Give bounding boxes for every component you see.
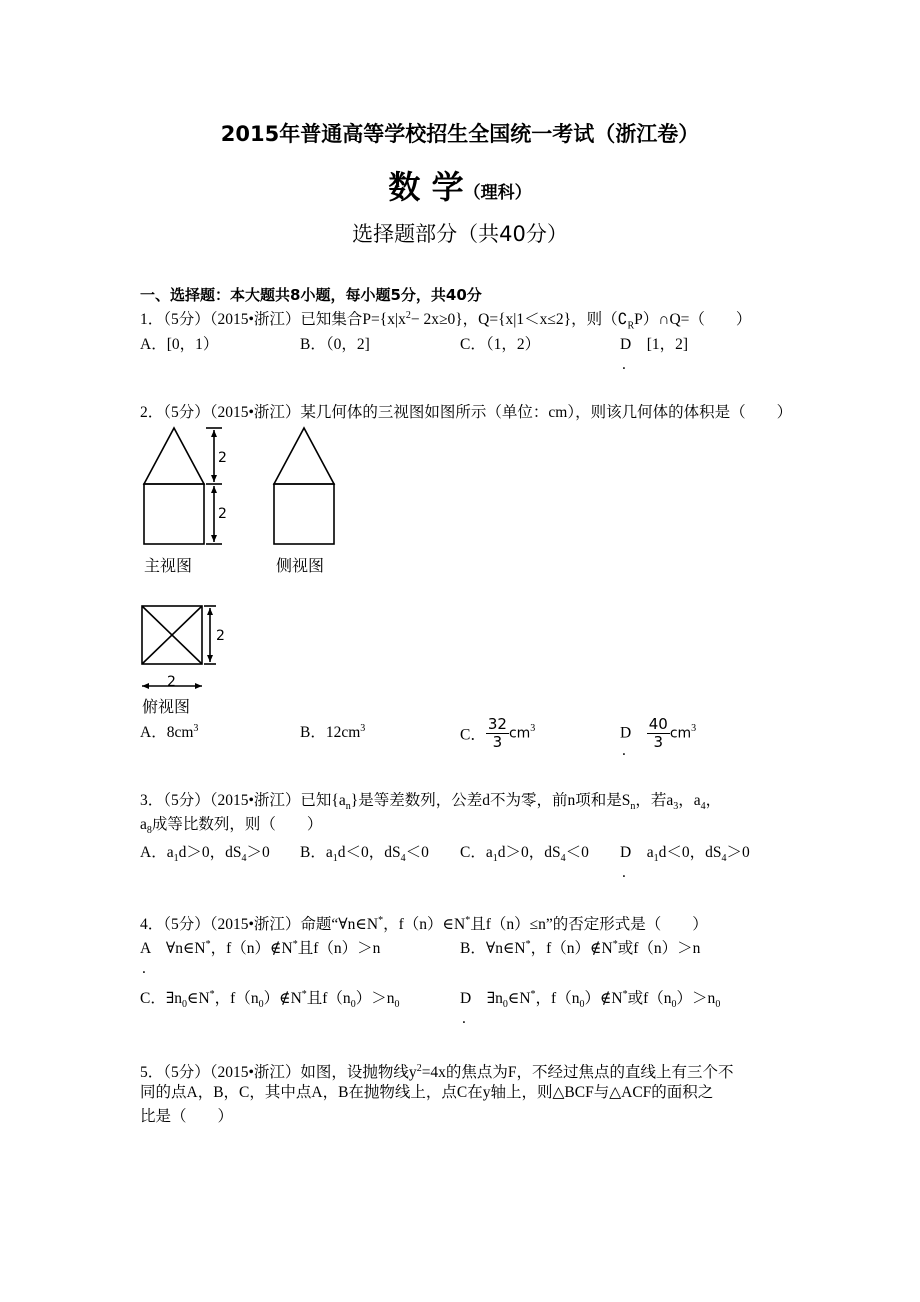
section-title: 选择题部分（共40分）: [352, 222, 568, 246]
front-view-square: [144, 484, 204, 544]
q2-option-a: A．$8cm^3$: [140, 722, 199, 741]
side-view-square: [274, 484, 334, 544]
section-heading: 一、选择题：本大题共8小题，每小题5分，共40分: [140, 286, 482, 304]
q2-option-d: D $\frac{40}{3}$ $cm^3$: [620, 715, 697, 751]
q4-option-a: A ∀n∈N*，f（n）∉N*且f（n）＞n: [140, 938, 381, 957]
q4-option-c: C．$\exists n_0\in N^*$，$f(n_0)\notin N^*$且$f(n_0)>n_0$: [140, 988, 400, 1011]
front-view-label: 主视图: [144, 556, 193, 575]
question-1: 1．（5分）（2015•浙江）已知集合$P=\{x|x^2- 2x\ge 0\}$，Q={x|1＜x≤2}，则$(∁_RP)\cap Q=$（ ）: [140, 310, 752, 332]
exam-title: 2015年普通高等学校招生全国统一考试（浙江卷）: [220, 122, 700, 146]
dim-label-top: 2: [218, 450, 227, 466]
q3-option-b: B．$a_1d<0$，$dS_4<0$: [300, 844, 429, 865]
dim-label-bottom: 2: [218, 506, 227, 522]
subject-title: [0, 162, 920, 208]
q2-option-c: C． $\frac{32}{3}$ $cm^3$: [460, 715, 536, 751]
subject-name: 数 学: [388, 168, 464, 206]
dim-label-side: 2: [216, 628, 225, 644]
side-view-triangle: [274, 428, 334, 484]
subject-note: （理科）: [463, 183, 532, 203]
question-5-line-2: 同的点A，B，C，其中点A，B在抛物线上，点C在y轴上，则△BCF与△ACF的面积之: [140, 1084, 714, 1101]
q2-option-b: B．$12cm^3$: [300, 722, 366, 741]
question-3-line-2: $a_8$成等比数列，则（ ）: [140, 816, 323, 837]
question-5-line-1: 5．（5分）（2015•浙江）如图，设抛物线$y^2=4x$的焦点为F，不经过焦点的直线上有三个不: [140, 1063, 734, 1082]
question-5-line-3: 比是（ ）: [140, 1108, 234, 1125]
front-view-triangle: [144, 428, 204, 484]
three-view-diagram: [130, 420, 360, 720]
q4-option-b: B．∀n∈N*，f（n）∉N*或f（n）＞n: [460, 938, 701, 957]
q4-option-d: D $\exists n_0\in N^*$，$f(n_0)\notin N^*$或$f(n_0)>n_0$: [460, 988, 721, 1011]
q3-option-c: C．$a_1d>0$，$dS_4<0$: [460, 844, 589, 865]
q2-option-d-fraction: $\frac{40}{3}$: [648, 715, 668, 751]
q4-option-a-dot: .: [142, 960, 146, 977]
q1-option-d: D [1，2]: [620, 336, 689, 353]
q1-option-d-dot: .: [622, 356, 626, 373]
side-view-label: 侧视图: [276, 556, 325, 575]
question-2: 2．（5分）（2015•浙江）某几何体的三视图如图所示（单位：cm），则该几何体的体积是（ ）: [140, 404, 793, 421]
top-view-label: 俯视图: [142, 697, 191, 716]
q3-option-a: A．$a_1d>0$，$dS_4>0$: [140, 844, 270, 865]
q1-option-a: A．[0，1）: [140, 336, 219, 353]
question-4: 4．（5分）（2015•浙江）命题“∀n∈N*，f（n）∈N*且f（n）≤n”的否定形式是（ ）: [140, 915, 708, 934]
question-3-line-1: 3．（5分）（2015•浙江）已知$\{a_n\}$是等差数列，公差d不为零，前n项和是$S_n$，若$a_3$，$a_4$，: [140, 792, 722, 813]
q4-option-d-dot: .: [462, 1010, 466, 1027]
q3-option-d-dot: .: [622, 864, 626, 881]
q1-option-c: C．（1，2）: [460, 336, 541, 353]
q2-option-c-fraction: $\frac{32}{3}$: [487, 715, 507, 751]
q1-option-b: B．（0，2]: [300, 336, 370, 353]
dim-label-width: 2: [167, 674, 176, 690]
q2-option-d-dot: .: [622, 742, 626, 759]
q3-option-d: D $a_1d<0$，$dS_4>0$: [620, 844, 750, 865]
